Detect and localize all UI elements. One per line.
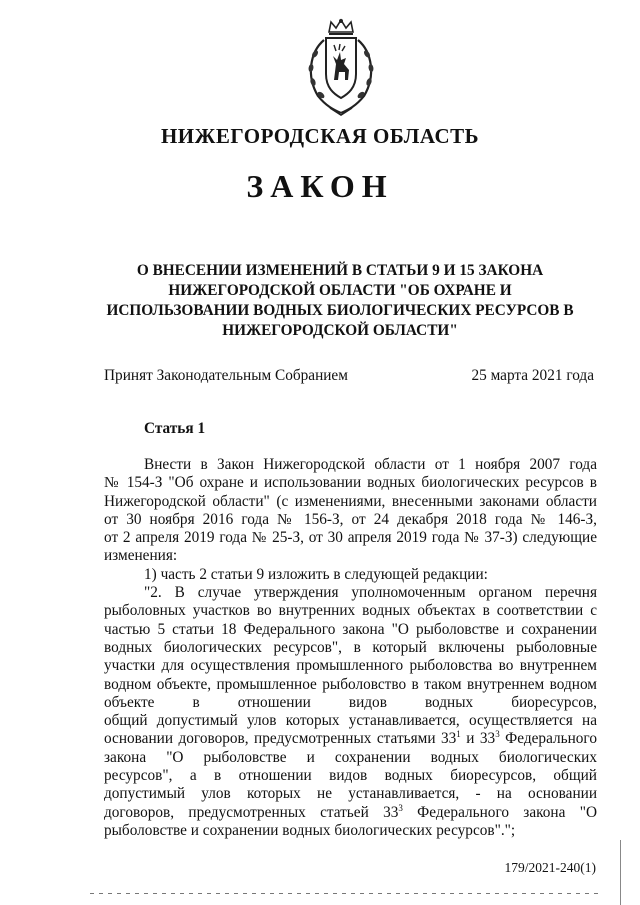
edge-mark: [171, 893, 175, 894]
edge-mark: [342, 893, 346, 894]
edge-mark: [198, 893, 202, 894]
text-line: объекте в отношении видов водных биоресурсов,: [104, 693, 597, 711]
law-title: [100, 261, 580, 341]
edge-mark: [207, 893, 211, 894]
adopted-by-label: Принят Законодательным Собранием: [104, 367, 348, 384]
text-line: рыболовных участков во внутренних водных объектах в соответствии с: [104, 602, 597, 620]
edge-mark: [585, 893, 589, 894]
edge-mark: [486, 893, 490, 894]
adoption-date: 25 марта 2021 года: [471, 367, 594, 384]
edge-mark: [477, 893, 481, 894]
edge-mark: [279, 893, 283, 894]
edge-mark: [324, 893, 328, 894]
edge-mark: [261, 893, 265, 894]
edge-mark: [504, 893, 508, 894]
edge-mark: [297, 893, 301, 894]
edge-mark: [162, 893, 166, 894]
edge-mark: [99, 893, 103, 894]
page-edge-line: [620, 840, 621, 905]
edge-mark: [540, 893, 544, 894]
article-body: [104, 456, 597, 840]
text-fragment: договоров, предусмотренных статьей 33: [104, 803, 399, 821]
document-code: 179/2021-240(1): [504, 860, 596, 875]
superscript: 3: [495, 729, 500, 740]
edge-mark: [180, 893, 184, 894]
edge-mark: [360, 893, 364, 894]
edge-mark: [351, 893, 355, 894]
text-line: [104, 804, 597, 822]
text-fragment: и 33: [460, 730, 496, 748]
edge-mark: [234, 893, 238, 894]
text-line: рыболовстве и сохранении водных биологических ресурсов".";: [104, 821, 516, 839]
edge-mark: [432, 893, 436, 894]
text-line: от 30 ноября 2016 года № 156-З, от 24 декабря 2018 года № 146-З,: [104, 510, 597, 528]
edge-mark: [594, 893, 598, 894]
edge-mark: [216, 893, 220, 894]
edge-mark: [288, 893, 292, 894]
text-line: изменения:: [104, 547, 178, 565]
edge-mark: [252, 893, 256, 894]
edge-mark: [468, 893, 472, 894]
edge-mark: [90, 893, 94, 894]
edge-mark: [189, 893, 193, 894]
edge-mark: [513, 893, 517, 894]
text-fragment: Федерального: [499, 730, 597, 748]
edge-mark: [522, 893, 526, 894]
edge-mark: [135, 893, 139, 894]
law-title-line: НИЖЕГОРОДСКОЙ ОБЛАСТИ "ОБ ОХРАНЕ И: [168, 282, 512, 299]
edge-mark: [450, 893, 454, 894]
text-line: общий допустимый улов которых устанавливается, осуществляется на: [104, 712, 597, 730]
text-line: частью 5 статьи 18 Федерального закона "О рыболовстве и сохранении: [104, 620, 597, 638]
text-line: № 154-З "Об охране и использовании водных биологических ресурсов в: [104, 474, 597, 492]
text-line: Внести в Закон Нижегородской области от 1 ноября 2007 года: [144, 456, 597, 473]
edge-mark: [225, 893, 229, 894]
edge-mark: [495, 893, 499, 894]
text-line: от 2 апреля 2019 года № 25-З, от 30 апреля 2019 года № 37-З) следующие: [104, 529, 597, 547]
edge-mark: [549, 893, 553, 894]
superscript: 3: [398, 802, 403, 813]
edge-mark: [369, 893, 373, 894]
text-line: [104, 730, 597, 748]
edge-mark: [315, 893, 319, 894]
edge-mark: [531, 893, 535, 894]
document-type: ЗАКОН: [246, 168, 394, 204]
edge-mark: [333, 893, 337, 894]
text-line: закона "О рыболовстве и сохранении водных биологических: [104, 748, 597, 766]
edge-mark: [423, 893, 427, 894]
text-fragment: Федерального закона "О: [402, 803, 597, 821]
edge-mark: [414, 893, 418, 894]
text-line: ресурсов", а в отношении видов водных биоресурсов, общий: [104, 767, 597, 785]
edge-mark: [243, 893, 247, 894]
law-title-line: ИСПОЛЬЗОВАНИИ ВОДНЫХ БИОЛОГИЧЕСКИХ РЕСУРСОВ В: [106, 302, 574, 319]
region-heading: НИЖЕГОРОДСКАЯ ОБЛАСТЬ: [160, 124, 480, 148]
edge-mark: [126, 893, 130, 894]
edge-mark: [108, 893, 112, 894]
superscript: 1: [456, 729, 461, 740]
edge-mark: [270, 893, 274, 894]
text-line: 1) часть 2 статьи 9 изложить в следующей редакции:: [144, 565, 488, 583]
edge-mark: [576, 893, 580, 894]
coat-of-arms-icon: [296, 18, 386, 118]
edge-mark: [153, 893, 157, 894]
edge-mark: [567, 893, 571, 894]
text-line: Нижегородской области" (с изменениями, внесенными законами области: [104, 492, 597, 510]
edge-mark: [387, 893, 391, 894]
text-fragment: основании договоров, предусмотренных статьями 33: [104, 730, 457, 748]
article-heading: Статья 1: [144, 420, 206, 437]
edge-mark: [117, 893, 121, 894]
text-line: водных биологических ресурсов", в который включены рыболовные: [104, 638, 597, 656]
edge-mark: [441, 893, 445, 894]
edge-mark: [558, 893, 562, 894]
edge-mark: [459, 893, 463, 894]
edge-mark: [144, 893, 148, 894]
text-line: "2. В случае утверждения уполномоченным органом перечня: [144, 584, 597, 602]
law-title-line: О ВНЕСЕНИИ ИЗМЕНЕНИЙ В СТАТЬИ 9 И 15 ЗАКОНА: [136, 262, 544, 279]
edge-mark: [396, 893, 400, 894]
text-line: допустимый улов которых не устанавливается, - на основании: [104, 785, 597, 803]
edge-mark: [405, 893, 409, 894]
text-line: водном объекте, промышленное рыболовство в таком внутреннем водном: [104, 675, 597, 693]
text-line: участки для осуществления промышленного рыболовства во внутреннем: [104, 657, 597, 675]
edge-mark: [306, 893, 310, 894]
law-title-line: НИЖЕГОРОДСКОЙ ОБЛАСТИ": [222, 322, 458, 339]
adoption-line: [104, 367, 594, 385]
edge-mark: [378, 893, 382, 894]
